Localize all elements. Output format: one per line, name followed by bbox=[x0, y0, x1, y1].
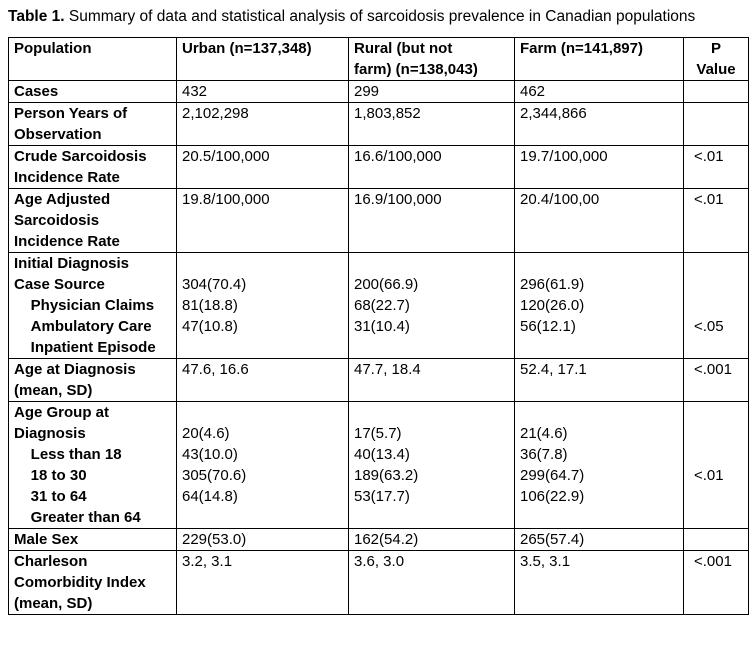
cell-line: 16.9/100,000 bbox=[354, 191, 442, 208]
cell-line: 47.6, 16.6 bbox=[182, 361, 249, 378]
cell-farm bbox=[515, 189, 684, 253]
cell-line bbox=[520, 402, 678, 423]
table-row-charleson-comorbidity-index bbox=[9, 551, 749, 615]
cell-line: 120(26.0) bbox=[520, 297, 585, 314]
cell-rural bbox=[349, 359, 515, 402]
cell-line: 296(61.9) bbox=[520, 276, 585, 293]
cell-line: <.05 bbox=[694, 318, 724, 335]
table-row-age-group-at-diagnosis bbox=[9, 402, 749, 529]
cell-line: 20(4.6) bbox=[182, 425, 230, 442]
table-caption-number: Table 1. bbox=[8, 8, 65, 25]
cell-rural bbox=[349, 103, 515, 146]
cell-line bbox=[694, 274, 743, 295]
row-label bbox=[9, 529, 177, 551]
cell-line bbox=[182, 402, 343, 423]
cell-line: 40(13.4) bbox=[354, 446, 410, 463]
cell-line: 20.5/100,000 bbox=[182, 148, 270, 165]
table-caption-text: Summary of data and statistical analysis of sarcoidosis prevalence in Canadian populations bbox=[64, 8, 696, 25]
cell-rural bbox=[349, 253, 515, 359]
cell-line bbox=[694, 444, 743, 465]
cell-line: farm) (n=138,043) bbox=[354, 61, 478, 78]
cell-line: Comorbidity Index bbox=[14, 574, 146, 591]
cell-line: 17(5.7) bbox=[354, 425, 402, 442]
cell-line: 265(57.4) bbox=[520, 531, 585, 548]
cell-line bbox=[694, 423, 743, 444]
cell-line: Sarcoidosis bbox=[14, 212, 100, 229]
cell-line: 189(63.2) bbox=[354, 467, 419, 484]
cell-line bbox=[354, 402, 509, 423]
table-row-person-years bbox=[9, 103, 749, 146]
cell-line: Age Adjusted bbox=[14, 191, 111, 208]
column-header-p-value bbox=[684, 38, 749, 81]
cell-line: 2,102,298 bbox=[182, 105, 249, 122]
cell-p-value bbox=[684, 81, 749, 103]
cell-line: 81(18.8) bbox=[182, 297, 238, 314]
cell-urban bbox=[177, 253, 349, 359]
cell-line: 43(10.0) bbox=[182, 446, 238, 463]
cell-line: Physician Claims bbox=[14, 297, 155, 314]
cell-farm bbox=[515, 146, 684, 189]
cell-line: 106(22.9) bbox=[520, 488, 585, 505]
cell-urban bbox=[177, 402, 349, 529]
cell-line: Incidence Rate bbox=[14, 233, 120, 250]
cell-line: Person Years of bbox=[14, 105, 128, 122]
cell-line: 432 bbox=[182, 83, 208, 100]
cell-rural bbox=[349, 81, 515, 103]
table-row-initial-diagnosis-case-source bbox=[9, 253, 749, 359]
cell-line: 2,344,866 bbox=[520, 105, 587, 122]
column-header-population bbox=[9, 38, 177, 81]
cell-line: Value bbox=[696, 61, 736, 78]
table-row-cases bbox=[9, 81, 749, 103]
cell-line: Case Source bbox=[14, 276, 105, 293]
row-label bbox=[9, 253, 177, 359]
cell-line: 19.8/100,000 bbox=[182, 191, 270, 208]
cell-line: 3.6, 3.0 bbox=[354, 553, 405, 570]
cell-farm bbox=[515, 253, 684, 359]
header-row bbox=[9, 38, 749, 81]
cell-line: Greater than 64 bbox=[14, 509, 141, 526]
cell-line: 3.5, 3.1 bbox=[520, 553, 571, 570]
table-row-crude-incidence bbox=[9, 146, 749, 189]
cell-rural bbox=[349, 551, 515, 615]
cell-line: 36(7.8) bbox=[520, 446, 568, 463]
cell-rural bbox=[349, 146, 515, 189]
cell-line: Cases bbox=[14, 83, 59, 100]
cell-line bbox=[182, 253, 343, 274]
cell-line: 16.6/100,000 bbox=[354, 148, 442, 165]
cell-line: <.01 bbox=[694, 191, 724, 208]
cell-p-value bbox=[684, 146, 749, 189]
cell-farm bbox=[515, 551, 684, 615]
cell-line: 462 bbox=[520, 83, 546, 100]
cell-line: Urban (n=137,348) bbox=[182, 40, 312, 57]
cell-urban bbox=[177, 359, 349, 402]
row-label bbox=[9, 103, 177, 146]
cell-line: 53(17.7) bbox=[354, 488, 410, 505]
cell-urban bbox=[177, 551, 349, 615]
cell-urban bbox=[177, 103, 349, 146]
cell-line: 3.2, 3.1 bbox=[182, 553, 233, 570]
cell-line: 31(10.4) bbox=[354, 318, 410, 335]
cell-line: 47.7, 18.4 bbox=[354, 361, 421, 378]
cell-line bbox=[694, 402, 743, 423]
cell-line: (mean, SD) bbox=[14, 595, 93, 612]
cell-p-value bbox=[684, 529, 749, 551]
cell-line: 52.4, 17.1 bbox=[520, 361, 587, 378]
cell-p-value bbox=[684, 359, 749, 402]
table-row-age-adjusted-incidence bbox=[9, 189, 749, 253]
cell-urban bbox=[177, 81, 349, 103]
cell-urban bbox=[177, 529, 349, 551]
cell-farm bbox=[515, 103, 684, 146]
cell-line: Rural (but not bbox=[354, 40, 453, 57]
cell-line: Charleson bbox=[14, 553, 88, 570]
cell-line: Ambulatory Care bbox=[14, 318, 152, 335]
cell-line: <.001 bbox=[694, 553, 732, 570]
cell-line: Population bbox=[14, 40, 92, 57]
row-label bbox=[9, 81, 177, 103]
cell-line: 64(14.8) bbox=[182, 488, 238, 505]
cell-line: Age at Diagnosis bbox=[14, 361, 136, 378]
cell-line: 31 to 64 bbox=[14, 488, 87, 505]
row-label bbox=[9, 189, 177, 253]
table-caption bbox=[8, 4, 708, 30]
table-row-male-sex bbox=[9, 529, 749, 551]
cell-line: 200(66.9) bbox=[354, 276, 419, 293]
cell-line: (mean, SD) bbox=[14, 382, 93, 399]
cell-farm bbox=[515, 529, 684, 551]
cell-farm bbox=[515, 359, 684, 402]
cell-line: <.001 bbox=[694, 361, 732, 378]
cell-line: Diagnosis bbox=[14, 425, 86, 442]
cell-urban bbox=[177, 189, 349, 253]
column-header-rural bbox=[349, 38, 515, 81]
cell-p-value bbox=[684, 551, 749, 615]
cell-line: 68(22.7) bbox=[354, 297, 410, 314]
cell-line: 56(12.1) bbox=[520, 318, 576, 335]
row-label bbox=[9, 359, 177, 402]
cell-line: 1,803,852 bbox=[354, 105, 421, 122]
sarcoidosis-summary-table bbox=[8, 37, 749, 615]
cell-line: Male Sex bbox=[14, 531, 79, 548]
cell-line: 47(10.8) bbox=[182, 318, 238, 335]
cell-p-value bbox=[684, 402, 749, 529]
row-label bbox=[9, 551, 177, 615]
cell-p-value bbox=[684, 189, 749, 253]
cell-line: Less than 18 bbox=[14, 446, 122, 463]
cell-line: Farm (n=141,897) bbox=[520, 40, 643, 57]
column-header-farm bbox=[515, 38, 684, 81]
cell-line: 229(53.0) bbox=[182, 531, 247, 548]
cell-rural bbox=[349, 529, 515, 551]
cell-line: 299 bbox=[354, 83, 380, 100]
cell-line: Age Group at bbox=[14, 404, 110, 421]
cell-line: 299(64.7) bbox=[520, 467, 585, 484]
cell-line bbox=[694, 253, 743, 274]
cell-line: 19.7/100,000 bbox=[520, 148, 608, 165]
cell-rural bbox=[349, 402, 515, 529]
cell-line: Incidence Rate bbox=[14, 169, 120, 186]
cell-line: 21(4.6) bbox=[520, 425, 568, 442]
cell-line: <.01 bbox=[694, 148, 724, 165]
cell-line: 162(54.2) bbox=[354, 531, 419, 548]
cell-line bbox=[520, 253, 678, 274]
cell-line: Observation bbox=[14, 126, 102, 143]
row-label bbox=[9, 402, 177, 529]
table-row-age-at-diagnosis bbox=[9, 359, 749, 402]
row-label bbox=[9, 146, 177, 189]
cell-line: Inpatient Episode bbox=[14, 339, 156, 356]
cell-line: P bbox=[710, 40, 721, 57]
cell-rural bbox=[349, 189, 515, 253]
cell-urban bbox=[177, 146, 349, 189]
cell-line: 20.4/100,00 bbox=[520, 191, 600, 208]
cell-line bbox=[694, 295, 743, 316]
cell-line: 18 to 30 bbox=[14, 467, 87, 484]
cell-farm bbox=[515, 81, 684, 103]
cell-p-value bbox=[684, 103, 749, 146]
cell-farm bbox=[515, 402, 684, 529]
cell-line: 304(70.4) bbox=[182, 276, 247, 293]
cell-line: 305(70.6) bbox=[182, 467, 247, 484]
cell-line: Initial Diagnosis bbox=[14, 255, 130, 272]
cell-line bbox=[354, 253, 509, 274]
cell-p-value bbox=[684, 253, 749, 359]
cell-line: <.01 bbox=[694, 467, 724, 484]
column-header-urban bbox=[177, 38, 349, 81]
cell-line: Crude Sarcoidosis bbox=[14, 148, 147, 165]
